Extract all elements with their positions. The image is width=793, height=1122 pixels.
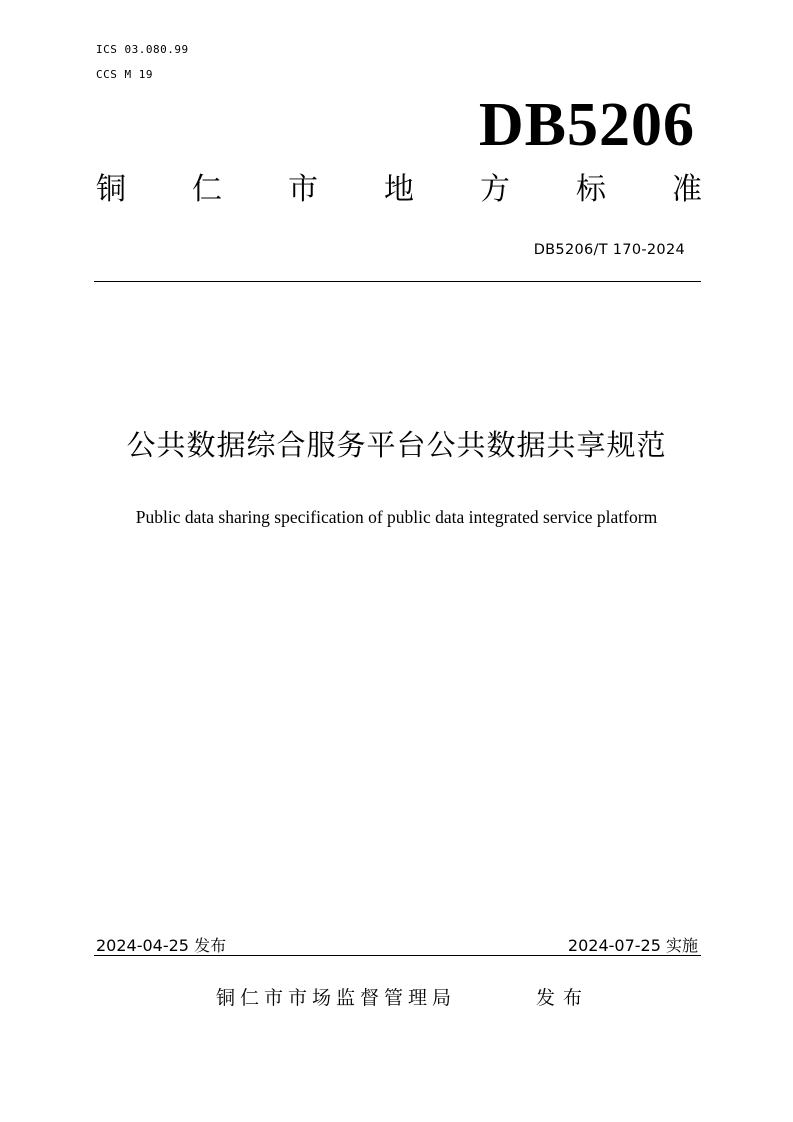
standard-type-char: 铜 bbox=[96, 172, 126, 207]
issue-date: 2024-04-25 发布 bbox=[96, 936, 227, 955]
standard-logo: DB5206 bbox=[478, 91, 695, 159]
ccs-code: CCS M 19 bbox=[96, 68, 153, 81]
standard-type-char: 仁 bbox=[192, 172, 222, 207]
standard-type-char: 方 bbox=[480, 172, 510, 207]
standard-type-char: 地 bbox=[384, 172, 414, 207]
document-title-english: Public data sharing specification of public data integrated service platform bbox=[135, 507, 658, 527]
standard-type-char: 标 bbox=[576, 172, 606, 207]
implementation-date: 2024-07-25 实施 bbox=[567, 936, 698, 955]
top-divider bbox=[94, 281, 701, 282]
standard-type-char: 准 bbox=[672, 172, 702, 207]
document-title-chinese: 公共数据综合服务平台公共数据共享规范 bbox=[126, 428, 667, 462]
standard-type-char: 市 bbox=[288, 172, 318, 207]
publisher-name: 铜仁市市场监督管理局 bbox=[216, 987, 457, 1009]
bottom-divider bbox=[94, 955, 701, 956]
standard-number: DB5206/T 170-2024 bbox=[533, 242, 685, 258]
ics-code: ICS 03.080.99 bbox=[96, 43, 189, 56]
standard-type-heading bbox=[96, 170, 702, 210]
publish-label: 发布 bbox=[536, 987, 591, 1009]
